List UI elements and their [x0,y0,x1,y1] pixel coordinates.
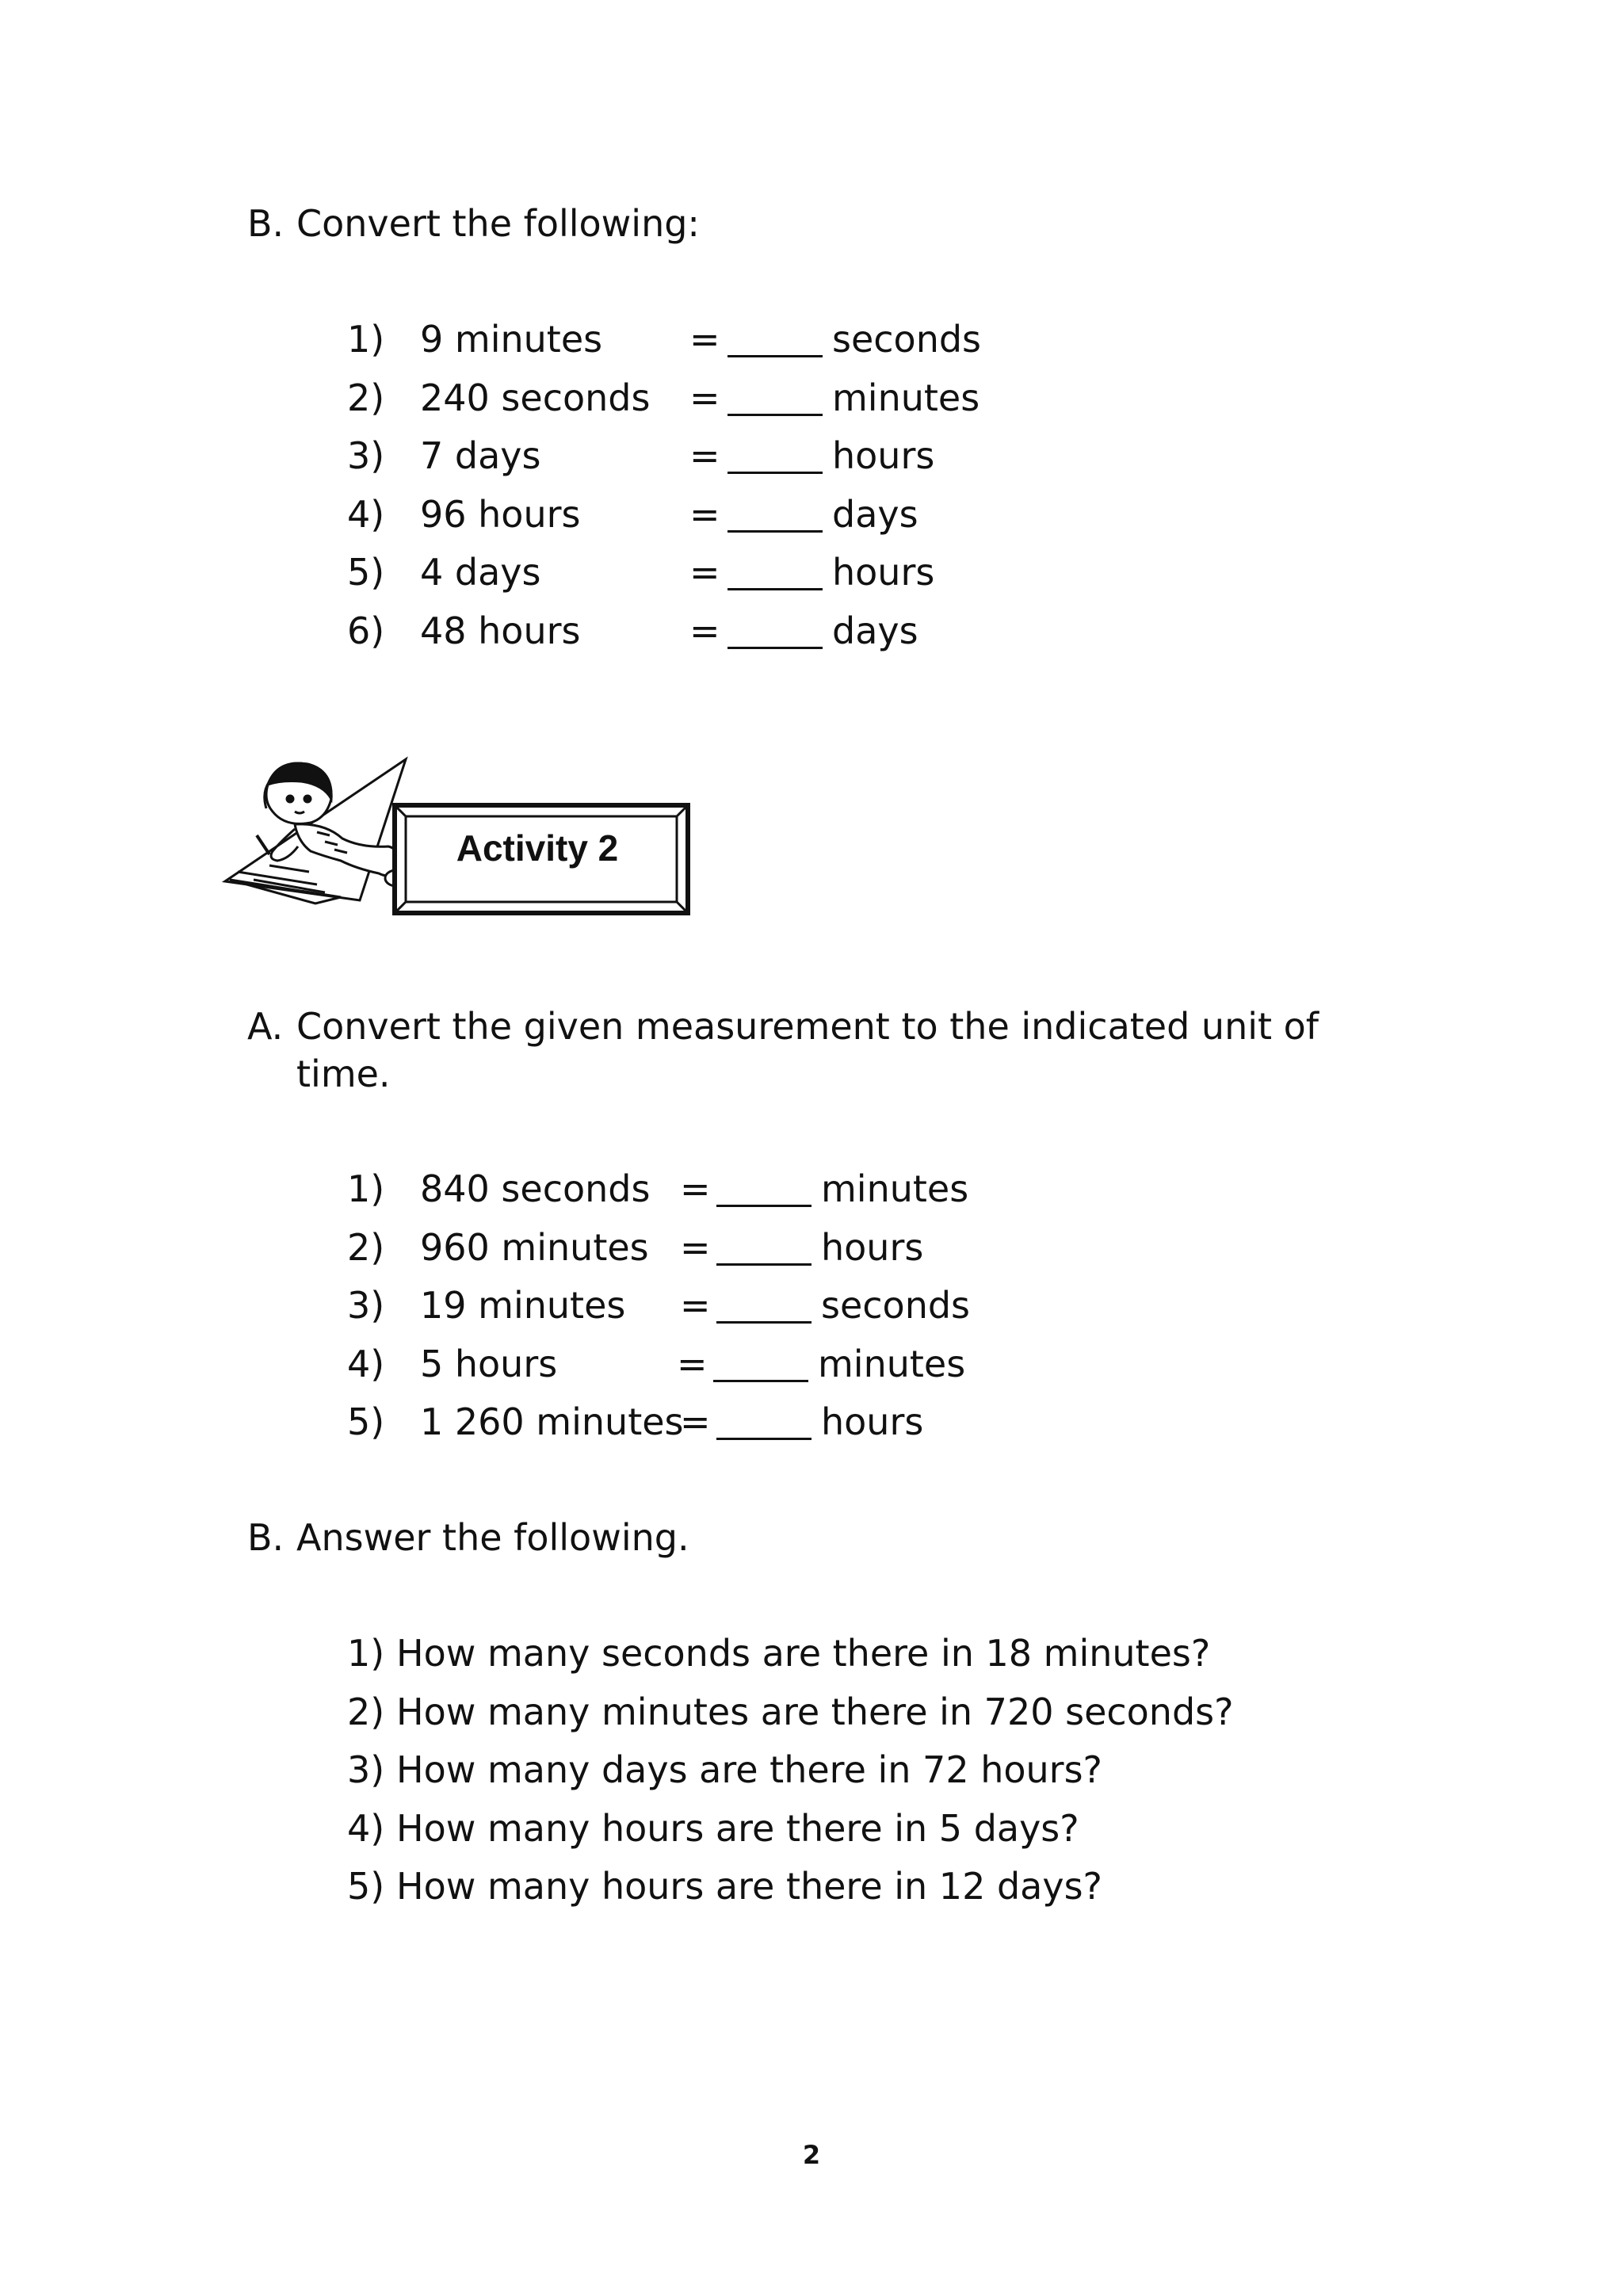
list-item [347,1224,1060,1282]
page-number: 2 [802,2140,821,2170]
equals-sign: = [689,609,720,652]
equals-sign: = [680,1284,711,1328]
answer-blank[interactable] [727,315,823,357]
question-text: How many minutes are there in 720 seconds? [396,1690,1234,1733]
item-number: 5) [347,1865,385,1908]
item-unit: hours [832,551,935,594]
equals-sign: = [680,1167,711,1210]
item-expression: 7 days [420,434,541,478]
answer-blank[interactable] [727,374,823,416]
item-expression: 5 hours [420,1342,558,1385]
item-expression: 48 hours [420,609,581,652]
question-text: How many days are there in 72 hours? [396,1748,1102,1792]
item-unit: minutes [818,1342,966,1385]
item-unit: days [832,492,918,536]
item-unit: seconds [821,1284,971,1328]
answer-blank[interactable] [727,607,823,649]
section-b2-heading [247,1514,960,1561]
conversion-list-b [347,315,1060,666]
item-number: 2) [347,1225,385,1269]
section-a-heading [247,1003,1436,1098]
answer-blank[interactable] [727,432,823,474]
item-unit: hours [832,434,935,478]
item-number: 2) [347,376,385,419]
item-expression: 4 days [420,551,541,594]
item-expression: 240 seconds [420,376,651,419]
item-number: 3) [347,434,385,478]
list-item [347,1746,1377,1805]
list-item [347,432,1060,491]
equals-sign: = [680,1225,711,1269]
item-unit: hours [821,1400,924,1444]
item-number: 3) [347,1284,385,1328]
item-unit: days [832,609,918,652]
item-number: 5) [347,551,385,594]
list-item [347,491,1060,549]
item-unit: minutes [832,376,980,419]
item-number: 3) [347,1748,385,1792]
item-number: 1) [347,1632,385,1675]
item-number: 1) [347,1167,385,1210]
activity-title: Activity 2 [456,827,619,869]
section-letter: B. [247,1516,285,1559]
question-text: How many hours are there in 12 days? [396,1865,1102,1908]
question-text: How many hours are there in 5 days? [396,1806,1079,1850]
list-item [347,1398,1060,1457]
question-list [347,1629,1377,1921]
item-number: 4) [347,1342,385,1385]
item-number: 6) [347,609,385,652]
list-item [347,1165,1060,1224]
list-item [347,374,1060,433]
conversion-list-a [347,1165,1060,1457]
item-unit: hours [821,1225,924,1269]
item-number: 5) [347,1400,385,1444]
list-item [347,548,1060,607]
list-item [347,1282,1060,1340]
item-number: 2) [347,1690,385,1733]
answer-blank[interactable] [716,1398,812,1440]
section-title-line1: Convert the given measurement to the indicated unit of [296,1005,1319,1048]
equals-sign: = [689,318,720,361]
item-expression: 840 seconds [420,1167,651,1210]
item-expression: 19 minutes [420,1284,626,1328]
list-item [347,1688,1377,1747]
answer-blank[interactable] [713,1340,808,1382]
list-item [347,315,1060,374]
answer-blank[interactable] [716,1282,812,1324]
answer-blank[interactable] [727,491,823,533]
item-unit: minutes [821,1167,969,1210]
list-item [347,1862,1377,1921]
item-unit: seconds [832,318,982,361]
item-number: 4) [347,492,385,536]
section-title: Answer the following. [296,1516,689,1559]
item-expression: 1 260 minutes [420,1400,684,1444]
section-title-line2: time. [296,1052,391,1095]
item-number: 4) [347,1806,385,1850]
equals-sign: = [677,1342,708,1385]
answer-blank[interactable] [716,1165,812,1207]
answer-blank[interactable] [727,548,823,590]
equals-sign: = [689,551,720,594]
list-item [347,1340,1060,1399]
equals-sign: = [680,1400,711,1444]
equals-sign: = [689,434,720,478]
equals-sign: = [689,376,720,419]
question-text: How many seconds are there in 18 minutes? [396,1632,1211,1675]
answer-blank[interactable] [716,1224,812,1266]
equals-sign: = [689,492,720,536]
section-b-heading [247,200,960,247]
section-letter: A. [247,1005,284,1048]
list-item [347,607,1060,666]
section-title: Convert the following: [296,202,700,245]
list-item [347,1629,1377,1688]
section-letter: B. [247,202,285,245]
item-expression: 960 minutes [420,1225,649,1269]
item-expression: 96 hours [420,492,581,536]
item-number: 1) [347,318,385,361]
item-expression: 9 minutes [420,318,603,361]
list-item [347,1805,1377,1863]
